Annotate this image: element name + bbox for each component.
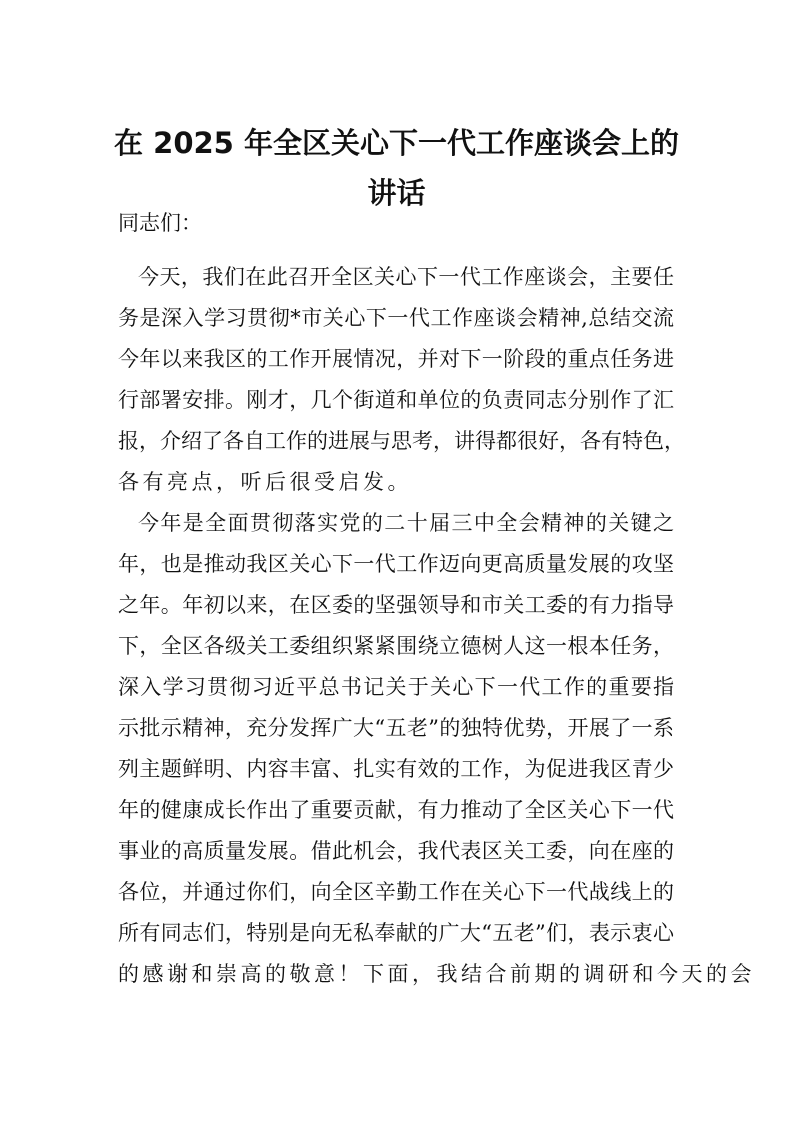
text-line: 事业的高质量发展。借此机会，我代表区关工委，向在座的 [118,839,674,863]
text-line: 列主题鲜明、内容丰富、扎实有效的工作，为促进我区青少 [118,757,674,781]
text-line: 今天，我们在此召开全区关心下一代工作座谈会，主要任 [138,265,674,289]
salutation: 同志们： [118,211,202,235]
title-line: 在 2025 年全区关心下一代工作座谈会上的 [114,126,679,160]
text-line: 今年以来我区的工作开展情况，并对下一阶段的重点任务进 [118,347,674,371]
text-line: 各有亮点，听后很受启发。 [118,470,412,494]
document-body [118,203,755,995]
text-line: 今年是全面贯彻落实党的二十届三中全会精神的关键之 [138,511,674,535]
text-line: 之年。年初以来，在区委的坚强领导和市关工委的有力指导 [118,593,674,617]
text-line: 行部署安排。刚才，几个街道和单位的负责同志分别作了汇 [118,388,674,412]
text-line: 各位，并通过你们，向全区辛勤工作在关心下一代战线上的 [118,880,674,904]
text-line: 所有同志们，特别是向无私奉献的广大“五老”们，表示衷心 [118,921,674,945]
title-line: 讲话 [367,176,426,210]
paragraph [118,257,685,503]
text-line: 报，介绍了各自工作的进展与思考，讲得都很好，各有特色， [118,429,685,453]
text-line: 年的健康成长作出了重要贡献，有力推动了全区关心下一代 [118,798,674,822]
text-line: 年，也是推动我区关心下一代工作迈向更高质量发展的攻坚 [118,552,674,576]
text-line: 下，全区各级关工委组织紧紧围绕立德树人这一根本任务， [118,634,674,658]
text-line: 务是深入学习贯彻*市关心下一代工作座谈会精神,总结交流 [118,306,674,330]
text-line: 的感谢和崇高的敬意！下面，我结合前期的调研和今天的会 [118,962,755,986]
paragraph [118,503,755,995]
text-line: 深入学习贯彻习近平总书记关于关心下一代工作的重要指 [118,675,674,699]
text-line: 示批示精神，充分发挥广大“五老”的独特优势，开展了一系 [118,716,674,740]
